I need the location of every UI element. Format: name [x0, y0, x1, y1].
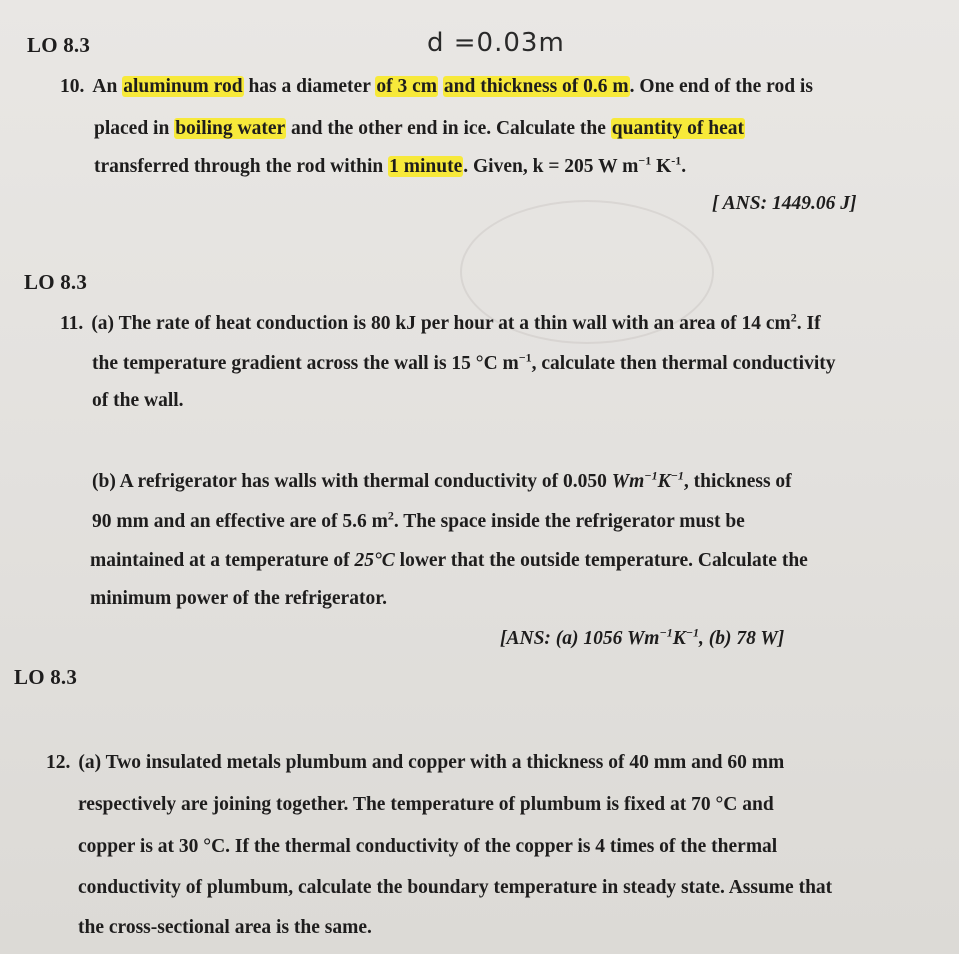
question-number: 10. [60, 76, 85, 97]
text: , calculate then thermal conductivity [531, 353, 836, 374]
q11b-line-1 [92, 470, 792, 494]
text: Wm [611, 471, 645, 492]
highlight: aluminum rod [123, 76, 243, 97]
text: respectively are joining together. The temperature of plumbum is fixed at 70 °C and [78, 794, 774, 815]
text: K [672, 628, 686, 649]
text: 90 mm and an effective are of 5.6 m [92, 511, 388, 532]
q12-line-1 [46, 751, 784, 775]
q10-line-2 [94, 117, 745, 141]
superscript: −1 [685, 625, 700, 640]
text: conductivity of plumbum, calculate the boundary temperature in steady state. Assume that [78, 877, 833, 898]
q12-line-3 [78, 835, 777, 859]
text: [ANS: (a) 1056 [500, 628, 627, 649]
text: transferred through the rod within [94, 156, 389, 177]
text: 25°C [354, 550, 395, 571]
text: , (b) 78 W] [699, 628, 785, 649]
text: . One end of the rod is [629, 76, 813, 97]
text: . If [796, 313, 821, 334]
text: lower that the outside temperature. Calculate the [394, 550, 808, 571]
superscript: −1 [518, 350, 532, 365]
q10-line-1 [60, 75, 813, 99]
text: of the wall. [92, 390, 184, 411]
question-number: 11. [60, 313, 84, 334]
text: , thickness of [683, 471, 792, 492]
q12-line-2 [78, 793, 774, 817]
highlight: boiling water [175, 118, 286, 139]
superscript: −1 [670, 468, 684, 483]
text: . Given, k = 205 W m [463, 156, 639, 177]
highlight: 1 minute [389, 156, 463, 177]
superscript: −1 [638, 153, 652, 168]
superscript: −1 [644, 468, 658, 483]
learning-outcome-label-q11: LO 8.3 [24, 270, 88, 294]
text: copper is at 30 °C. If the thermal conductivity of the copper is 4 times of the thermal [78, 836, 778, 857]
text: the temperature gradient across the wall is 15 °C m [92, 353, 519, 374]
q10-line-3 [94, 155, 686, 179]
q11b-line-2 [92, 510, 745, 534]
superscript: 2 [387, 508, 394, 523]
text: (a) Two insulated metals plumbum and copper with a thickness of 40 mm and 60 mm [78, 752, 785, 773]
question-number: 12. [46, 752, 71, 773]
text: K [657, 471, 671, 492]
highlight: quantity of heat [611, 118, 744, 139]
q10-answer: [ ANS: 1449.06 J] [712, 193, 857, 214]
q11-answer [500, 625, 785, 650]
learning-outcome-label-q10: LO 8.3 [27, 33, 91, 57]
text: An [92, 76, 123, 97]
text: minimum power of the refrigerator. [90, 588, 387, 609]
q11b-line-3 [90, 549, 808, 573]
text: K [651, 156, 672, 177]
q12-line-4 [78, 876, 832, 900]
text: (b) A refrigerator has walls with thermal conductivity of 0.050 [92, 471, 612, 492]
text: . The space inside the refrigerator must be [393, 511, 745, 532]
text: placed in [94, 118, 175, 139]
learning-outcome-label-q12: LO 8.3 [14, 665, 78, 689]
q11a-line-1 [60, 312, 821, 336]
q11a-line-3 [92, 389, 184, 413]
handwritten-note: d =0.03m [427, 28, 565, 58]
text: . [681, 156, 687, 177]
text: maintained at a temperature of [90, 550, 355, 571]
q11a-line-2 [92, 352, 836, 376]
superscript: 2 [790, 310, 797, 325]
superscript: -1 [671, 153, 682, 168]
text: Wm [626, 628, 660, 649]
q12-line-5 [78, 916, 372, 940]
highlight: and thickness of 0.6 m [443, 76, 629, 97]
text: (a) The rate of heat conduction is 80 kJ per hour at a thin wall with an area of 14 cm [91, 313, 791, 334]
highlight: of 3 cm [376, 76, 438, 97]
superscript: −1 [659, 625, 673, 640]
q11b-line-4 [90, 587, 387, 611]
text: has a diameter [243, 76, 376, 97]
text: and the other end in ice. Calculate the [286, 118, 611, 139]
text: the cross-sectional area is the same. [78, 917, 372, 938]
